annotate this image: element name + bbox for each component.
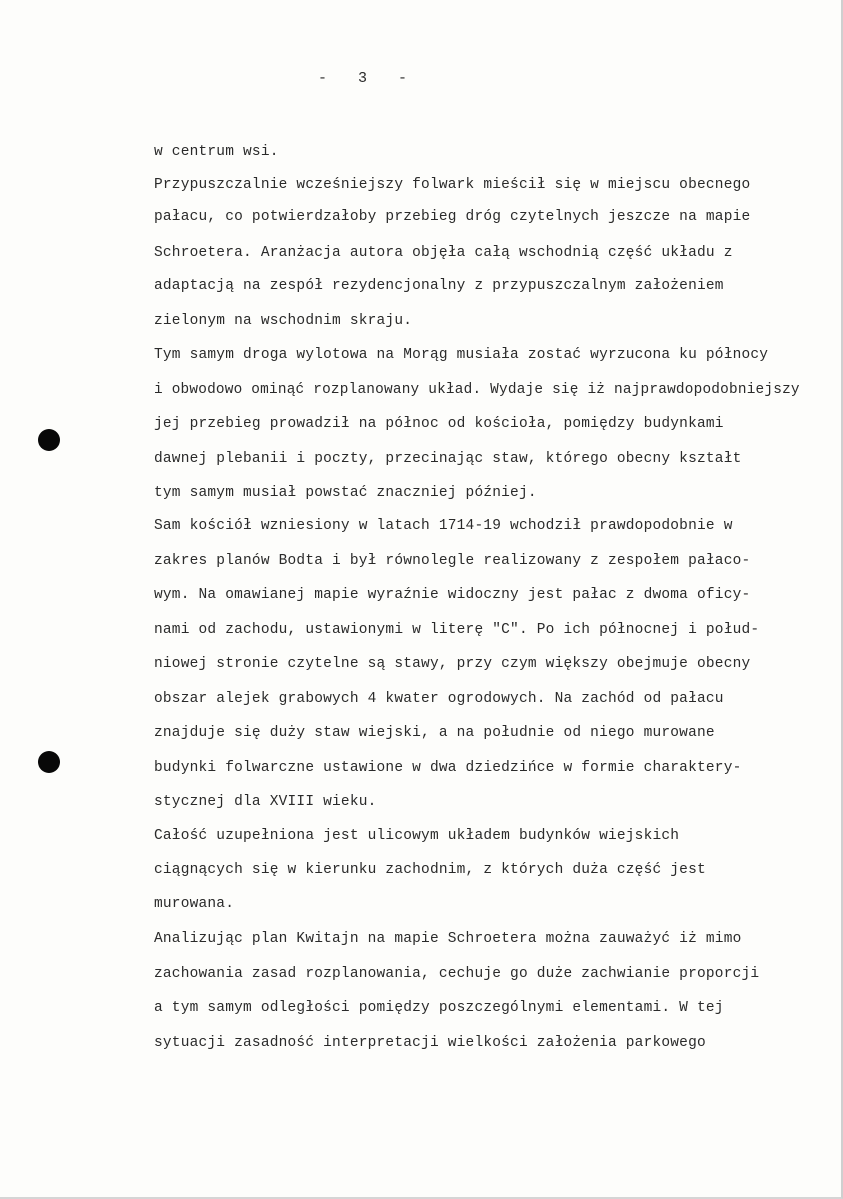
text-line: i obwodowo ominąć rozplanowany układ. Wydaje się iż najprawdopodobniejszy xyxy=(154,382,800,398)
text-line: ciągnących się w kierunku zachodnim, z których duża część jest xyxy=(154,862,706,878)
text-line: budynki folwarczne ustawione w dwa dziedzińce w formie charaktery- xyxy=(154,760,742,776)
page-number: - 3 - xyxy=(318,70,409,87)
text-line: Przypuszczalnie wcześniejszy folwark mieścił się w miejscu obecnego xyxy=(154,177,751,193)
text-line: Analizując plan Kwitajn na mapie Schroetera można zauważyć iż mimo xyxy=(154,931,742,947)
text-line: zachowania zasad rozplanowania, cechuje go duże zachwianie proporcji xyxy=(154,966,760,982)
text-line: adaptacją na zespół rezydencjonalny z przypuszczalnym założeniem xyxy=(154,278,724,294)
text-line: nami od zachodu, ustawionymi w literę "C". Po ich północnej i połud- xyxy=(154,622,760,638)
text-line: zielonym na wschodnim skraju. xyxy=(154,313,413,329)
punch-hole xyxy=(38,751,60,773)
text-line: murowana. xyxy=(154,896,235,912)
punch-hole xyxy=(38,429,60,451)
text-line: wym. Na omawianej mapie wyraźnie widoczny jest pałac z dwoma oficy- xyxy=(154,587,751,603)
text-line: Sam kościół wzniesiony w latach 1714-19 wchodził prawdopodobnie w xyxy=(154,518,733,534)
text-line: Całość uzupełniona jest ulicowym układem budynków wiejskich xyxy=(154,828,680,844)
text-line: tym samym musiał powstać znaczniej później. xyxy=(154,485,537,501)
text-line: stycznej dla XVIII wieku. xyxy=(154,794,377,810)
text-line: Tym samym droga wylotowa na Morąg musiała zostać wyrzucona ku północy xyxy=(154,347,769,363)
text-line: sytuacji zasadność interpretacji wielkości założenia parkowego xyxy=(154,1035,706,1051)
text-line: dawnej plebanii i poczty, przecinając staw, którego obecny kształt xyxy=(154,451,742,467)
text-line: znajduje się duży staw wiejski, a na południe od niego murowane xyxy=(154,725,715,741)
text-line: pałacu, co potwierdzałoby przebieg dróg czytelnych jeszcze na mapie xyxy=(154,209,751,225)
text-line: obszar alejek grabowych 4 kwater ogrodowych. Na zachód od pałacu xyxy=(154,691,724,707)
text-line: zakres planów Bodta i był równolegle realizowany z zespołem pałaco- xyxy=(154,553,751,569)
text-line: a tym samym odległości pomiędzy poszczególnymi elementami. W tej xyxy=(154,1000,724,1016)
text-line: Schroetera. Aranżacja autora objęła całą wschodnią część układu z xyxy=(154,245,733,261)
text-line: niowej stronie czytelne są stawy, przy czym większy obejmuje obecny xyxy=(154,656,751,672)
text-line: w centrum wsi. xyxy=(154,144,279,160)
text-line: jej przebieg prowadził na północ od kościoła, pomiędzy budynkami xyxy=(154,416,724,432)
